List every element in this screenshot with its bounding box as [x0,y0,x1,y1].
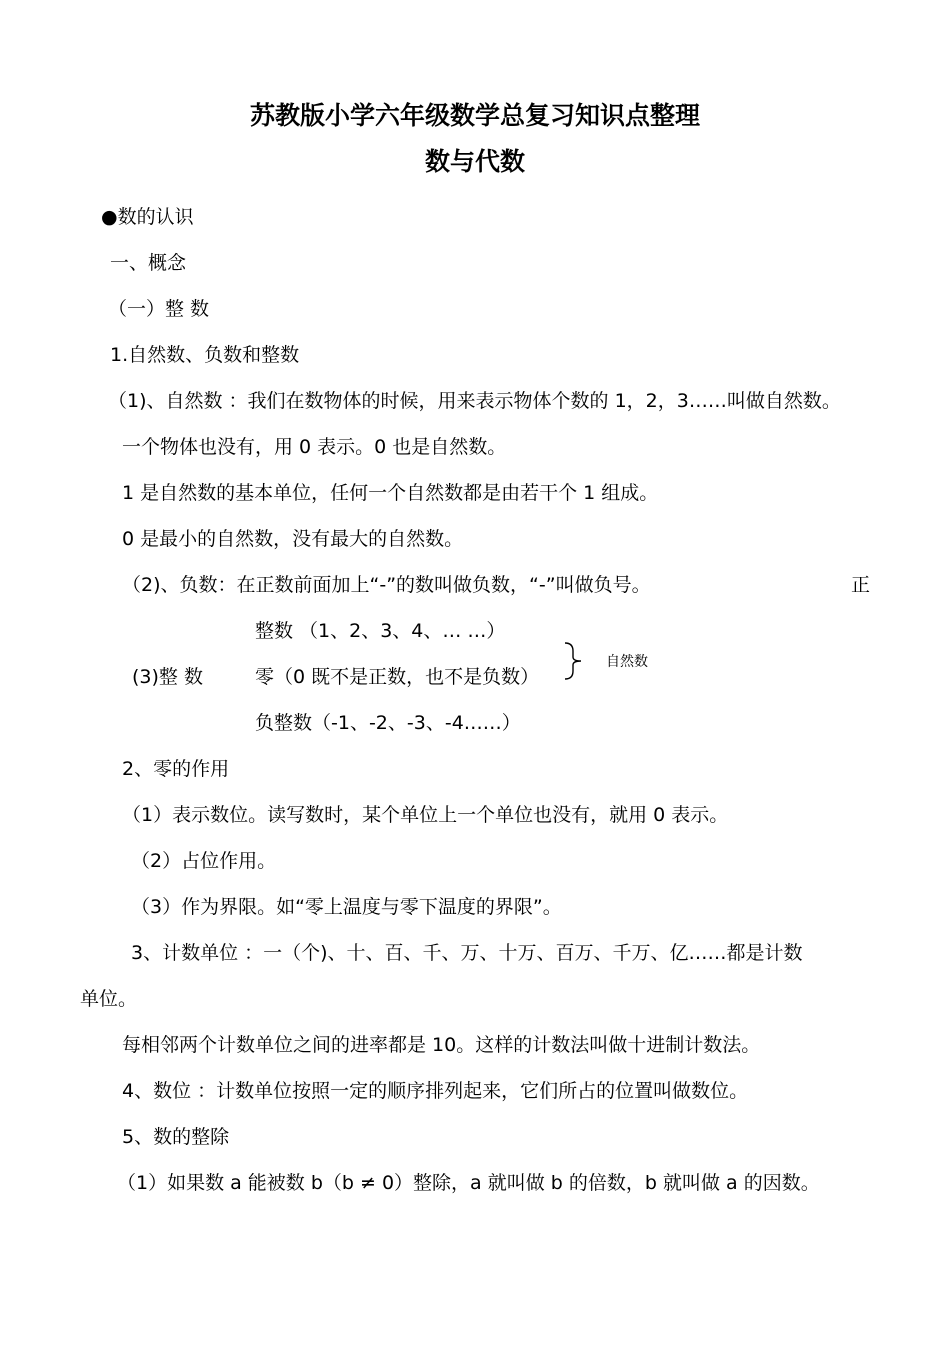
natural-number-label: 自然数 [606,654,648,670]
document-title: 苏教版小学六年级数学总复习知识点整理 [249,101,700,130]
zero-role-heading: 2、零的作用 [122,758,230,780]
smallest-line: 0 是最小的自然数，没有最大的自然数。 [122,528,464,550]
divisibility-heading: 5、数的整除 [122,1126,230,1148]
right-brace-icon [561,641,585,681]
negative-definition-tail: 正 [851,574,871,596]
zero-integer: 零（0 既不是正数，也不是负数） [255,666,540,688]
place-value-line: 4、数位 ：计数单位按照一定的顺序排列起来，它们所占的位置叫做数位。 [122,1080,749,1102]
zero-role-3: （3）作为界限。如“零上温度与零下温度的界限”。 [131,896,562,918]
positive-integers: 整数 （1、2、3、4、… …） [255,620,506,642]
negative-integers: 负整数（-1、-2、-3、-4……） [255,712,521,734]
negative-definition: （2)、负数：在正数前面加上“-”的数叫做负数，“-”叫做负号。 [122,574,651,596]
zero-role-1: （1）表示数位。读写数时，某个单位上一个单位也没有，就用 0 表示。 [122,804,729,826]
bullet-heading: ●数的认识 [101,206,194,228]
integer-heading: （一）整 数 [108,298,210,320]
item-1-heading: 1.自然数、负数和整数 [110,344,300,366]
decimal-system-line: 每相邻两个计数单位之间的进率都是 10。这样的计数法叫做十进制计数法。 [122,1034,761,1056]
zero-role-2: （2）占位作用。 [131,850,277,872]
concept-heading: 一、概念 [110,252,187,274]
unit-line: 1 是自然数的基本单位，任何一个自然数都是由若干个 1 组成。 [122,482,659,504]
counting-unit-continued: 单位。 [80,988,138,1010]
natural-number-definition: （1)、自然数 ：我们在数物体的时候，用来表示物体个数的 1，2，3……叫做自然数。 [108,390,841,412]
divisibility-1: （1）如果数 a 能被数 b（b ≠ 0）整除，a 就叫做 b 的倍数，b 就叫做 a 的因数。 [117,1172,820,1194]
integer-label: (3)整 数 [132,666,203,688]
zero-line: 一个物体也没有，用 0 表示。0 也是自然数。 [122,436,507,458]
section-title: 数与代数 [424,147,525,176]
counting-unit-line: 3、计数单位 ：一（个)、十、百、千、万、十万、百万、千万、亿……都是计数 [131,942,803,964]
